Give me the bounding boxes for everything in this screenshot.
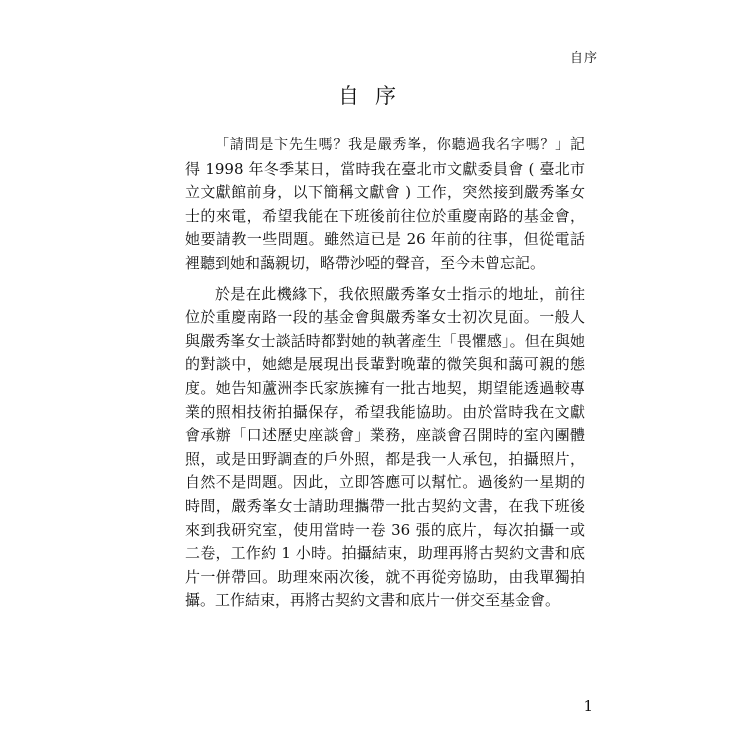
paragraph-2: 於是在此機緣下，我依照嚴秀峯女士指示的地址，前往位於重慶南路一段的基金會與嚴秀峯女士初次見面。一般人與嚴秀峯女士談話時都對她的執著產生「畏懼感」。但在與她的對談中，她總是展現出長輩對晚輩的微笑與和藹可親的態度。她告知蘆洲李氏家族擁有一批古地契，期望能透過較專業的照相技術拍攝保存，希望我能協助。由於當時我在文獻會承辦「口述歷史座談會」業務，座談會召開時的室內團體照，或是田野調查的戶外照，都是我一人承包，拍攝照片，自然不是問題。因此，立即答應可以幫忙。過後約一星期的時間，嚴秀峯女士請助理攜帶一批古契約文書，在我下班後來到我研究室，使用當時一卷 36 張的底片，每次拍攝一或二卷，工作約 1 小時。拍攝結束，助理再將古契約文書和底片一併帶回。助理來兩次後，就不再從旁協助，由我單獨拍攝。工作結束，再將古契約文書和底片一併交至基金會。 (185, 284, 585, 610)
page-number: 1 (583, 697, 593, 715)
running-header: 自序 (569, 51, 598, 66)
paragraph-1-text: 記得 1998 年冬季某日，當時我在臺北市文獻委員會 ( 臺北市立文獻館前身，以下簡稱文獻會 ) 工作，突然接到嚴秀峯女士的來電，希望我能在下班後前往位於重慶南路的基金會，她要請教一些問題。雖然這已是 26 年前的往事，但從電話裡聽到她和藹親切，略帶沙啞的聲音，至今未曾忘記。 (185, 135, 585, 272)
paragraph-1 (185, 133, 585, 276)
opening-quote: 「請問是卞先生嗎？我是嚴秀峯，你聽過我名字嗎？」 (215, 137, 570, 153)
body-text (185, 133, 585, 613)
page-title: 自序 (338, 84, 412, 108)
